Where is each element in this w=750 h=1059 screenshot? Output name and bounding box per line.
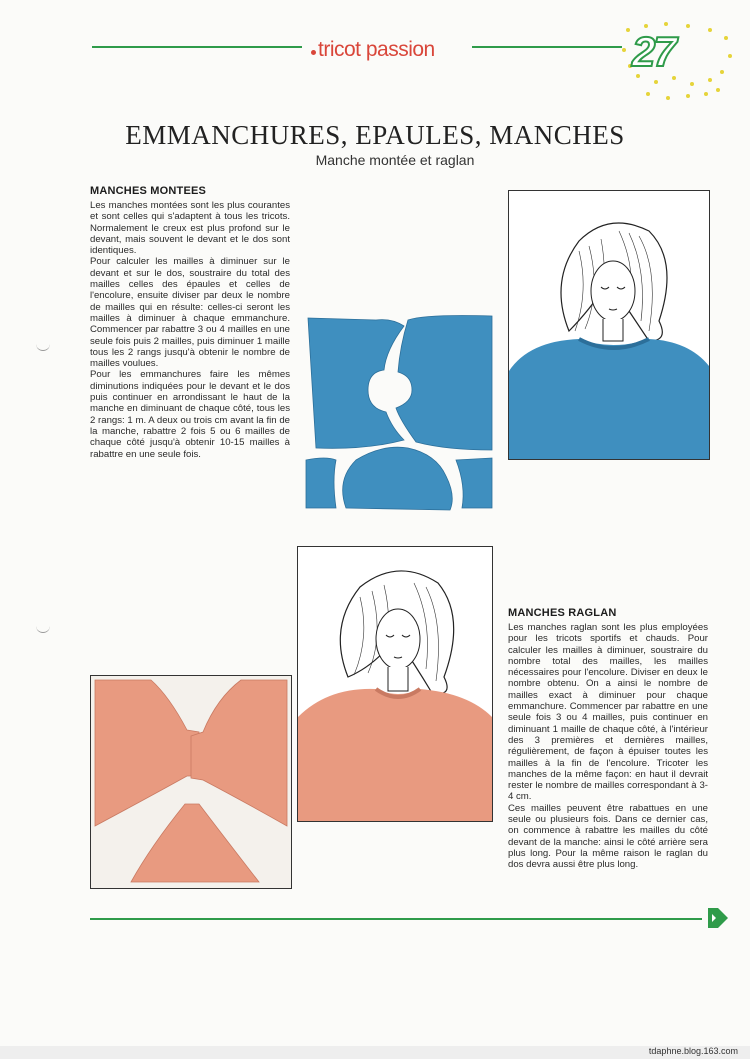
brand-logo: tricot passion xyxy=(318,38,435,61)
page-number: 27 xyxy=(632,28,675,75)
footer-strip xyxy=(0,1046,750,1059)
header-rule-left xyxy=(92,46,302,48)
illustration-blue-sweater xyxy=(508,190,710,460)
section-text-montees xyxy=(90,200,290,460)
paragraph: Les manches montées sont les plus courantes et sont celles qui s'adaptent à tous les tricots. Normalement le creux est plus profond sur le devant, mais souvent le devant et le dos sont identiques. xyxy=(90,200,290,257)
photo-pink-knit-pieces xyxy=(90,675,292,889)
page-subtitle: Manche montée et raglan xyxy=(315,152,475,168)
footer-rule xyxy=(90,918,702,920)
illustration-pink-sweater xyxy=(297,546,493,822)
binder-hole-bottom xyxy=(36,624,50,633)
paragraph: Les manches raglan sont les plus employées pour les tricots sportifs et chauds. Pour calculer les mailles à diminuer, soustraire du nombre total des mailles, les mailles nécessaires pour l'encolure. Diviser en deux le nombre obtenu. On a ainsi le nombre de mailles exact à diminuer pour chaque emmanchure. Commencer par rabattre en une seule fois 3 ou 4 mailles, puis continuer en diminuant 1 maille de chaque côté, à l'intérieur des 3 premières et dernières mailles, régulièrement, de façon à épuiser toutes les mailles à la fin de l'encolure. Tricoter les manches de la même façon: en haut il devrait rester le nombre de mailles correspondant à 3-4 cm. xyxy=(508,622,708,803)
next-page-arrow-icon[interactable] xyxy=(706,906,730,930)
page-title: EMMANCHURES, EPAULES, MANCHES xyxy=(125,120,625,150)
photo-blue-knit-pieces xyxy=(296,310,494,518)
header-rule-right xyxy=(472,46,622,48)
source-url: tdaphne.blog.163.com xyxy=(648,1046,738,1056)
brand-dot xyxy=(311,50,316,55)
paragraph: Pour les emmanchures faire les mêmes diminutions indiquées pour le devant et le dos puis continuer en arrondissant le haut de la manche en diminuant de chaque côté, tous les 2 rangs: 1 m. A deux ou trois cm avant la fin de la manche, rabattre 2 fois 5 ou 6 mailles de chaque côté jusqu'à obtenir 10-15 mailles à rabattre en une seule fois. xyxy=(90,369,290,460)
section-heading-raglan: MANCHES RAGLAN xyxy=(508,607,617,619)
paragraph: Ces mailles peuvent être rabattues en une seule ou plusieurs fois. Dans ce dernier cas, on commence à rabattre les mailles du côté devant de la manche: ainsi le côté arrière sera plus long. Pour la même raison le raglan du dos devra aussi être plus long. xyxy=(508,802,708,871)
section-heading-montees: MANCHES MONTEES xyxy=(90,185,207,197)
section-text-raglan xyxy=(508,622,708,871)
binder-hole-top xyxy=(36,342,50,351)
paragraph: Pour calculer les mailles à diminuer sur le devant et sur le dos, soustraire du total des mailles celles des épaules et celles de l'encolure, ensuite diviser par deux le nombre de mailles qui en résulte: celles-ci seront les mailles à diminuer à chaque emmanchure. Commencer par rabattre 3 ou 4 mailles en une seule fois puis 2 mailles, puis diminuer 1 maille tous les 2 rangs jusqu'à obtenir le nombre de mailles voulues. xyxy=(90,256,290,370)
